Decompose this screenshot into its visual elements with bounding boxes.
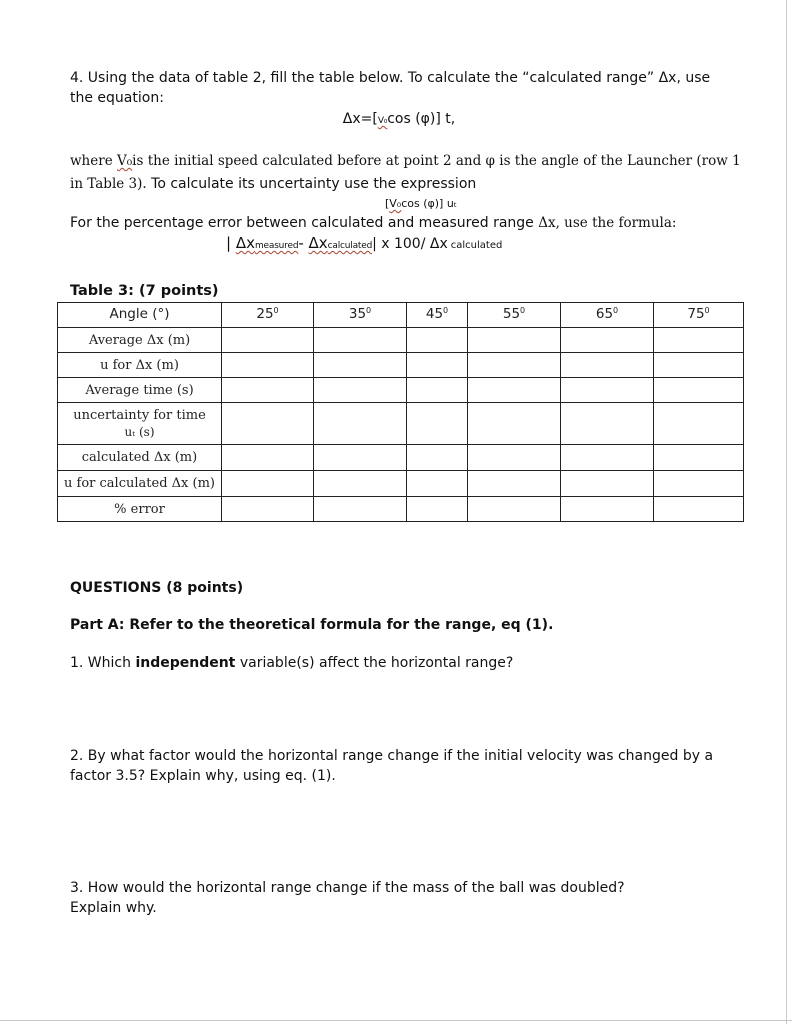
input-cell[interactable] — [222, 328, 314, 353]
input-cell[interactable] — [222, 353, 314, 378]
questions-heading: QUESTIONS (8 points) — [70, 580, 244, 596]
input-cell[interactable] — [468, 445, 561, 471]
where-line2-sans: To calculate its uncertainty use the expression — [146, 176, 477, 192]
equation-suffix: cos (φ)] t, — [387, 111, 456, 127]
input-cell[interactable] — [407, 497, 468, 522]
row-label-percent-error: % error — [58, 497, 222, 522]
q1-prefix: 1. Which — [70, 655, 136, 671]
question-3-line1: 3. How would the horizontal range change if the mass of the ball was doubled? — [70, 880, 625, 896]
input-cell[interactable] — [407, 445, 468, 471]
formula-bar: | — [226, 234, 236, 252]
table-row — [58, 497, 744, 522]
uncert-v0: V₀ — [389, 197, 402, 210]
table-row-header — [58, 303, 744, 328]
where-rest: is the initial speed calculated before at point 2 and φ is the angle of the Launcher (row 1 — [132, 153, 741, 169]
uncertainty-expression — [0, 197, 792, 210]
input-cell[interactable] — [222, 378, 314, 403]
formula-dx2: Δx — [308, 234, 328, 252]
input-cell[interactable] — [222, 445, 314, 471]
q4-line1: 4. Using the data of table 2, fill the table below. To calculate the “calculated range” Δx, use — [70, 70, 711, 86]
question-2-line2: factor 3.5? Explain why, using eq. (1). — [70, 768, 336, 784]
formula-sub1: measured — [254, 241, 299, 251]
input-cell[interactable] — [561, 403, 654, 445]
percent-sans: For the percentage error between calculated and measured range — [70, 215, 539, 231]
input-cell[interactable] — [314, 445, 407, 471]
angle-header: Angle (°) — [58, 303, 222, 328]
input-cell[interactable] — [468, 497, 561, 522]
input-cell[interactable] — [222, 403, 314, 445]
input-cell[interactable] — [654, 328, 744, 353]
where-prefix: where — [70, 153, 117, 169]
uncertainty-time-line2: uₜ (s) — [124, 424, 155, 439]
uncertainty-time-line1: uncertainty for time — [73, 407, 206, 423]
row-label-average-dx: Average Δx (m) — [58, 328, 222, 353]
where-line — [70, 153, 741, 169]
input-cell[interactable] — [561, 497, 654, 522]
row-label-uncertainty-time — [58, 403, 222, 445]
row-label-calculated-dx: calculated Δx (m) — [58, 445, 222, 471]
page-edge — [786, 0, 787, 1024]
q4-line2: the equation: — [70, 90, 164, 106]
input-cell[interactable] — [407, 403, 468, 445]
input-cell[interactable] — [561, 378, 654, 403]
input-cell[interactable] — [407, 471, 468, 497]
table-row — [58, 403, 744, 445]
formula-dx1: Δx — [235, 234, 255, 252]
input-cell[interactable] — [654, 497, 744, 522]
q1-suffix: variable(s) affect the horizontal range? — [235, 655, 514, 671]
question-3-line2: Explain why. — [70, 900, 157, 916]
q1-bold: independent — [135, 655, 236, 671]
table-row — [58, 471, 744, 497]
page-edge — [0, 1020, 792, 1021]
where-line2 — [70, 173, 476, 192]
input-cell[interactable] — [468, 328, 561, 353]
input-cell[interactable] — [468, 378, 561, 403]
row-label-average-time: Average time (s) — [58, 378, 222, 403]
formula-rest: | x 100/ Δx — [372, 236, 448, 252]
table-row — [58, 445, 744, 471]
input-cell[interactable] — [314, 497, 407, 522]
row-label-u-dx: u for Δx (m) — [58, 353, 222, 378]
input-cell[interactable] — [222, 497, 314, 522]
angle-cell: $55^0$ — [468, 303, 561, 328]
angle-cell: $25^0$ — [222, 303, 314, 328]
question-1 — [70, 655, 513, 671]
angle-cell: $45^0$ — [407, 303, 468, 328]
table3-caption: Table 3: (7 points) — [70, 283, 219, 299]
input-cell[interactable] — [314, 353, 407, 378]
angle-cell: $75^0$ — [654, 303, 744, 328]
equation-prefix: Δx=[ — [342, 111, 378, 127]
input-cell[interactable] — [222, 471, 314, 497]
formula-tail: calculated — [450, 240, 503, 251]
input-cell[interactable] — [407, 328, 468, 353]
input-cell[interactable] — [654, 353, 744, 378]
part-a-heading: Part A: Refer to the theoretical formula for the range, eq (1). — [70, 617, 554, 633]
input-cell[interactable] — [314, 471, 407, 497]
percent-error-formula — [226, 234, 502, 252]
input-cell[interactable] — [468, 403, 561, 445]
input-cell[interactable] — [654, 445, 744, 471]
input-cell[interactable] — [561, 471, 654, 497]
input-cell[interactable] — [314, 378, 407, 403]
input-cell[interactable] — [561, 353, 654, 378]
table-row — [58, 378, 744, 403]
input-cell[interactable] — [468, 353, 561, 378]
where-v0: V₀ — [116, 153, 133, 169]
input-cell[interactable] — [561, 328, 654, 353]
input-cell[interactable] — [314, 403, 407, 445]
percent-error-line — [70, 212, 676, 231]
question-2-line1: 2. By what factor would the horizontal range change if the initial velocity was changed by a — [70, 748, 714, 764]
table-row — [58, 328, 744, 353]
uncert-prefix: [ — [384, 197, 390, 210]
angle-cell: $65^0$ — [561, 303, 654, 328]
input-cell[interactable] — [468, 471, 561, 497]
input-cell[interactable] — [654, 471, 744, 497]
row-label-u-calculated-dx: u for calculated Δx (m) — [58, 471, 222, 497]
where-line2-serif: in Table 3). — [70, 176, 147, 192]
input-cell[interactable] — [314, 328, 407, 353]
formula-sub2: calculated — [327, 241, 373, 251]
input-cell[interactable] — [654, 378, 744, 403]
equation-v0: V₀ — [377, 116, 388, 126]
input-cell[interactable] — [561, 445, 654, 471]
uncert-suffix: cos (φ)] uₜ — [401, 197, 458, 210]
input-cell[interactable] — [654, 403, 744, 445]
percent-serif: Δx, use the formula: — [538, 215, 677, 231]
table3 — [57, 302, 744, 522]
input-cell[interactable] — [407, 353, 468, 378]
input-cell[interactable] — [407, 378, 468, 403]
range-equation — [0, 111, 792, 127]
table-row — [58, 353, 744, 378]
formula-dash: - — [298, 234, 309, 252]
angle-cell: $35^0$ — [314, 303, 407, 328]
